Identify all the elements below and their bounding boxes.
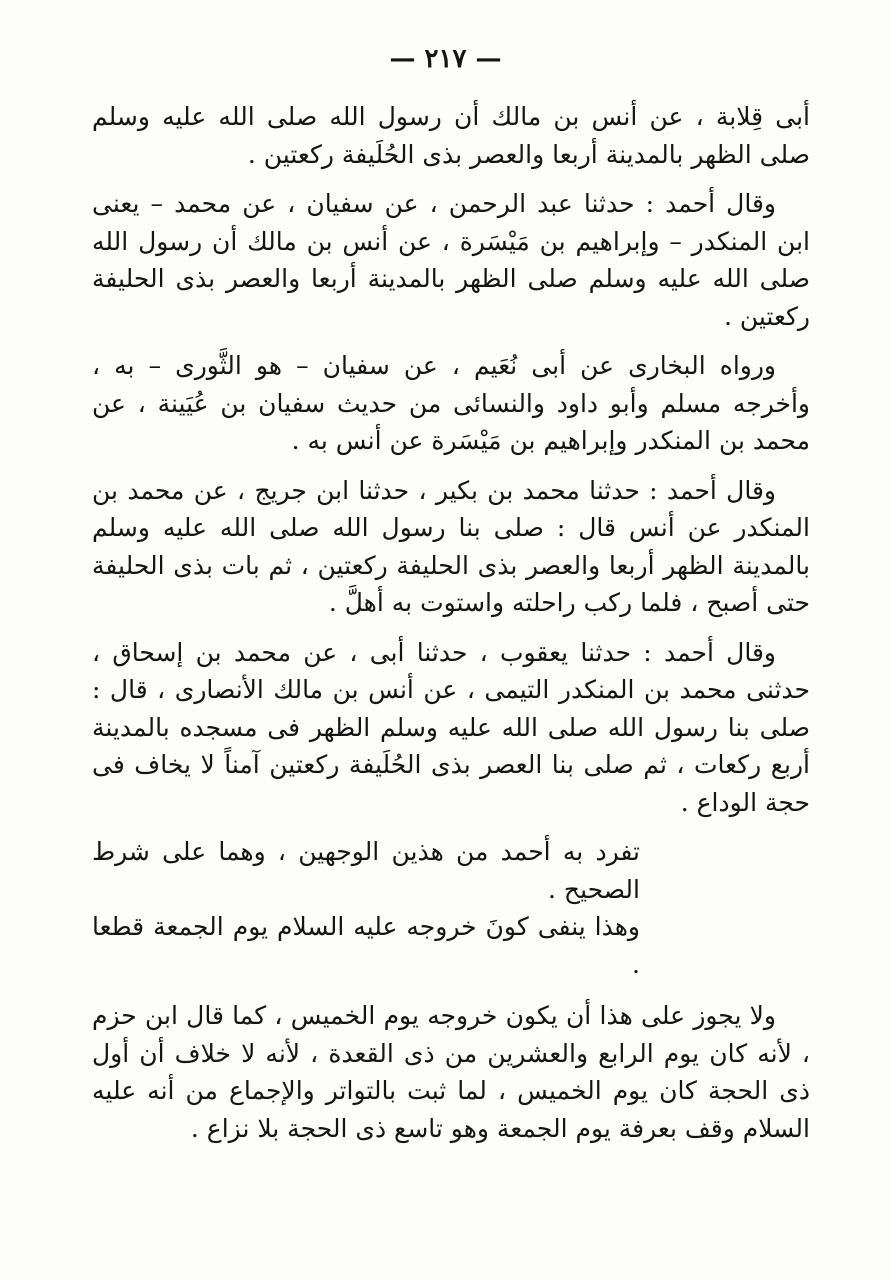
note-2: وهذا ينفى كونَ خروجه عليه السلام يوم الجمعة قطعا . (92, 912, 640, 979)
page-number: — ٢١٧ — (389, 44, 502, 74)
paragraph-5: وقال أحمد : حدثنا يعقوب ، حدثنا أبى ، عن محمد بن إسحاق ، حدثنى محمد بن المنكدر التيمى ، عن أنس بن مالك الأنصارى ، قال : صلى بنا رسول الله صلى الله عليه وسلم الظهر فى مسجده بالمدينة أربع ركعات ، ثم صلى بنا العصر بذى الحُلَيفة ركعتين آمناً لا يخاف فى حجة الوداع . (92, 637, 810, 817)
paragraph-1: أبى قِلابة ، عن أنس بن مالك أن رسول الله صلى الله عليه وسلم صلى الظهر بالمدينة أربعا والعصر بذى الحُلَيفة ركعتين . (92, 102, 810, 169)
note-1: تفرد به أحمد من هذين الوجهين ، وهما على شرط الصحيح . (92, 837, 640, 904)
closing-paragraph: ولا يجوز على هذا أن يكون خروجه يوم الخميس ، كما قال ابن حزم ، لأنه كان يوم الرابع والعشرين من ذى القعدة ، لأنه لا خلاف أن أول ذى الحجة كان يوم الخميس ، لما ثبت بالتواتر والإجماع من أنه عليه السلام وقف بعرفة يوم الجمعة وهو تاسع ذى الحجة بلا نزاع . (92, 1001, 810, 1143)
paragraph-2: وقال أحمد : حدثنا عبد الرحمن ، عن سفيان ، عن محمد – يعنى ابن المنكدر – وإبراهيم بن مَيْسَرة ، عن أنس بن مالك أن رسول الله صلى الله عليه وسلم صلى الظهر بالمدينة أربعا والعصر بذى الحليفة ركعتين . (92, 189, 810, 331)
paragraph-4: وقال أحمد : حدثنا محمد بن بكير ، حدثنا ابن جريج ، عن محمد بن المنكدر عن أنس قال : صلى بنا رسول الله صلى الله عليه وسلم بالمدينة الظهر أربعا والعصر بذى الحليفة ركعتين ، ثم بات بذى الحليفة حتى أصبح ، فلما ركب راحلته واستوت به أهلَّ . (92, 475, 810, 617)
paragraph-3: ورواه البخارى عن أبى نُعَيم ، عن سفيان – هو الثَّورى – به ، وأخرجه مسلم وأبو داود والنسائى من حديث سفيان بن عُيَينة ، عن محمد بن المنكدر وإبراهيم بن مَيْسَرة عن أنس به . (92, 351, 810, 455)
page-body (92, 98, 810, 1147)
